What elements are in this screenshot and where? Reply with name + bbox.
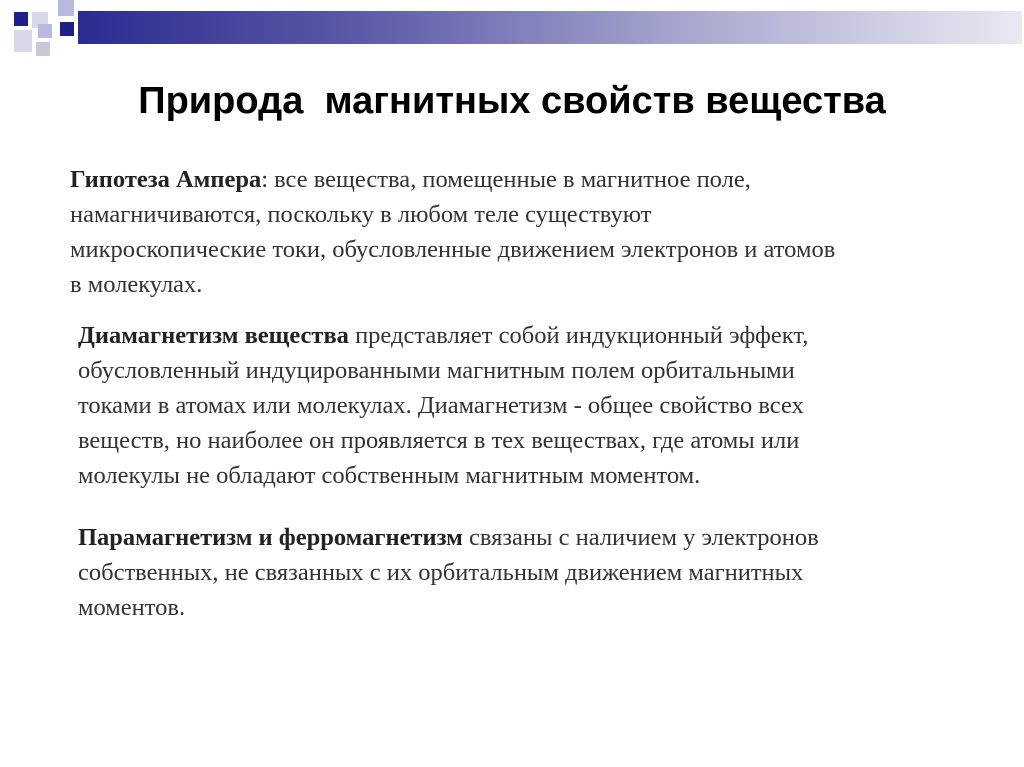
term-ampere-hypothesis: Гипотеза Ампера [70,166,262,193]
slide-title: Природа магнитных свойств вещества [138,80,886,122]
corner-square-icon [36,42,50,56]
text-para-ferromagnetism: связаны с наличием у электронов собственных, не связанных с их орбитальным движением магнитных моментов. [78,524,819,621]
text-diamagnetism: представляет собой индукционный эффект, обусловленный индуцированными магнитным полем орбитальными токами в атомах или молекулах. Диамагнетизм - общее свойство всех веществ, но наиболее он проявляется в тех веществах, где атомы или молекулы не обладают собственным магнитным моментом. [78,322,809,489]
corner-square-icon [38,24,52,38]
term-diamagnetism: Диамагнетизм вещества [78,322,349,349]
term-para-ferromagnetism: Парамагнетизм и ферромагнетизм [78,524,463,551]
corner-square-icon [14,12,28,26]
paragraph-ampere-hypothesis [70,162,985,302]
corner-square-icon [14,30,32,52]
paragraph-para-ferromagnetism [78,520,978,625]
corner-square-icon [58,0,74,16]
paragraph-diamagnetism [78,318,978,493]
corner-square-icon [60,22,74,36]
header-gradient-bar [78,11,1022,44]
text-ampere-hypothesis: : все вещества, помещенные в магнитное поле, намагничиваются, поскольку в любом теле существуют микроскопические токи, обусловленные движением электронов и атомов в молекулах. [70,166,836,298]
